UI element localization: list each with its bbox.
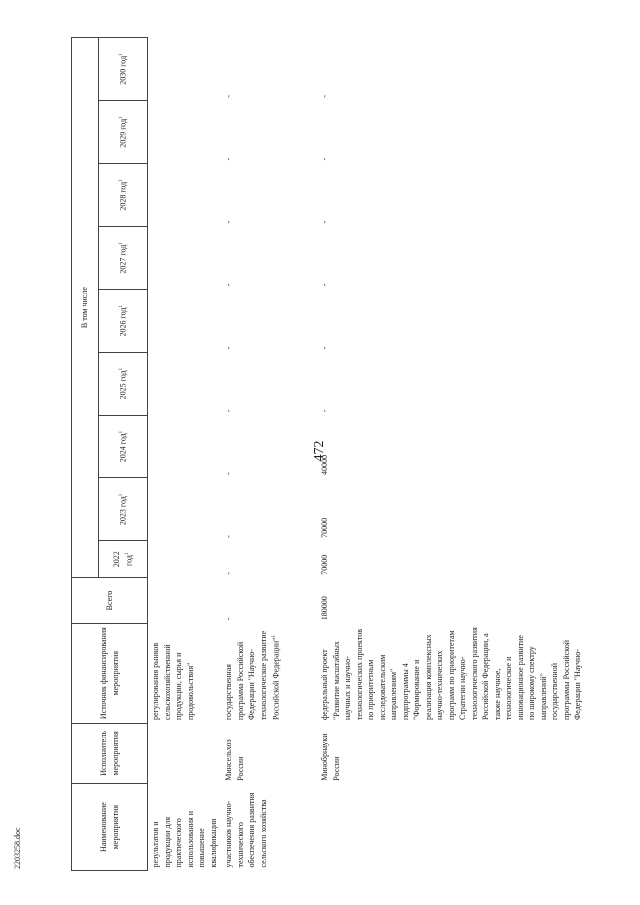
year-value-cell bbox=[148, 352, 222, 415]
header-source: Источник финансирования мероприятия bbox=[72, 623, 148, 723]
header-year-label: 2029 год bbox=[119, 118, 129, 148]
header-year-footnote: 1 bbox=[125, 552, 131, 556]
header-year bbox=[99, 478, 148, 541]
year-value-cell bbox=[148, 478, 222, 541]
header-year bbox=[99, 164, 148, 227]
year-value-cell: 70000 bbox=[320, 517, 329, 538]
header-total: Всего bbox=[72, 578, 148, 624]
year-value-cell: - bbox=[320, 94, 329, 98]
header-year-label: 2025 год bbox=[119, 370, 129, 400]
header-year-footnote: 1 bbox=[119, 367, 125, 371]
executor-cell bbox=[148, 723, 222, 784]
header-year-footnote: 1 bbox=[119, 430, 125, 434]
header-year bbox=[99, 415, 148, 478]
header-year bbox=[99, 289, 148, 352]
funding-source-cell: государственная программа Российской Федерации "Научно-технологическое развитие Российской Федерации"$^1$ bbox=[224, 630, 281, 721]
executor-cell: Минсельхоз России bbox=[224, 739, 245, 781]
header-year-label: 2030 год bbox=[119, 55, 129, 85]
total-cell: 180000 bbox=[320, 596, 329, 621]
header-year bbox=[99, 226, 148, 289]
header-year-label: 2027 год bbox=[119, 244, 129, 274]
year-value-cell: - bbox=[224, 94, 233, 98]
year-value-cell: - bbox=[320, 409, 329, 413]
measures-table bbox=[71, 37, 640, 871]
table-row bbox=[221, 38, 317, 871]
header-year-label: 2026 год bbox=[119, 307, 129, 337]
measure-name-cell bbox=[317, 784, 640, 871]
header-year-footnote: 1 bbox=[119, 242, 125, 245]
year-value-cell: - bbox=[224, 220, 233, 224]
measure-name-cell: результатов и продукции для практического использования и повышение квалификации bbox=[151, 810, 218, 868]
year-value-cell: - bbox=[224, 283, 233, 287]
total-cell bbox=[148, 578, 222, 624]
header-year-footnote: 1 bbox=[119, 53, 125, 56]
year-value-cell: 70000 bbox=[320, 554, 329, 575]
year-value-cell bbox=[148, 415, 222, 478]
header-year-label: 2022 год bbox=[111, 551, 134, 568]
header-year-footnote: 1 bbox=[119, 116, 125, 119]
header-year-footnote: 1 bbox=[119, 179, 125, 182]
year-value-cell: - bbox=[224, 472, 233, 475]
year-value-cell: - bbox=[224, 409, 233, 413]
total-cell: - bbox=[224, 617, 233, 621]
measure-name-cell: участников научно-технического обеспечения развития сельского хозяйства bbox=[224, 792, 268, 868]
header-year bbox=[99, 541, 148, 578]
header-executor: Исполнитель мероприятия bbox=[72, 723, 148, 784]
rotated-table-sheet bbox=[71, 37, 608, 871]
year-value-cell: - bbox=[320, 157, 329, 161]
executor-cell: Минобрнауки России bbox=[320, 733, 341, 781]
header-year-footnote: 1 bbox=[119, 493, 125, 497]
year-value-cell: - bbox=[320, 283, 329, 287]
year-value-cell bbox=[148, 38, 222, 101]
header-year bbox=[99, 38, 148, 101]
funding-source-cell: регулирования рынков сельскохозяйственной продукции, сырья и продовольствия" bbox=[151, 642, 195, 721]
header-year-footnote: 1 bbox=[119, 305, 125, 308]
header-including: В том числе bbox=[72, 38, 99, 578]
header-year-label: 2028 год bbox=[119, 181, 129, 211]
year-value-cell: - bbox=[320, 220, 329, 224]
year-value-cell bbox=[148, 101, 222, 164]
year-value-cell: - bbox=[224, 157, 233, 161]
funding-source-cell: федеральный проект "Развитие масштабных научных и научно-технологических проектов по приоритетным исследовательским направлениям" подпрограммы 4 "Формирование и реализация комплексных научно-технических программ по приоритетам Стратегии научно-технологического развития Российской Федерации, а также научное, технологическое и инновационное развитие по широкому спектру направлений" государственной программы Российской Федерации "Научно- bbox=[320, 627, 582, 721]
table-row bbox=[148, 38, 222, 871]
year-value-cell: - bbox=[224, 346, 233, 350]
header-year bbox=[99, 352, 148, 415]
table-row bbox=[317, 38, 640, 871]
year-value-cell bbox=[148, 164, 222, 227]
header-year-label: 2023 год bbox=[119, 496, 129, 526]
header-year-label: 2024 год bbox=[119, 433, 129, 463]
document-footer: 2203258.doc bbox=[13, 827, 22, 869]
footnote-mark: 1 bbox=[272, 635, 277, 638]
page-number: 472 bbox=[312, 440, 327, 462]
year-value-cell: 40000 bbox=[320, 454, 329, 475]
year-value-cell: - bbox=[224, 535, 233, 538]
header-year bbox=[99, 101, 148, 164]
year-value-cell: - bbox=[320, 346, 329, 350]
header-name: Наименование мероприятия bbox=[72, 784, 148, 871]
year-value-cell bbox=[148, 541, 222, 578]
year-value-cell bbox=[148, 226, 222, 289]
year-value-cell: - bbox=[224, 572, 233, 575]
year-value-cell bbox=[148, 289, 222, 352]
